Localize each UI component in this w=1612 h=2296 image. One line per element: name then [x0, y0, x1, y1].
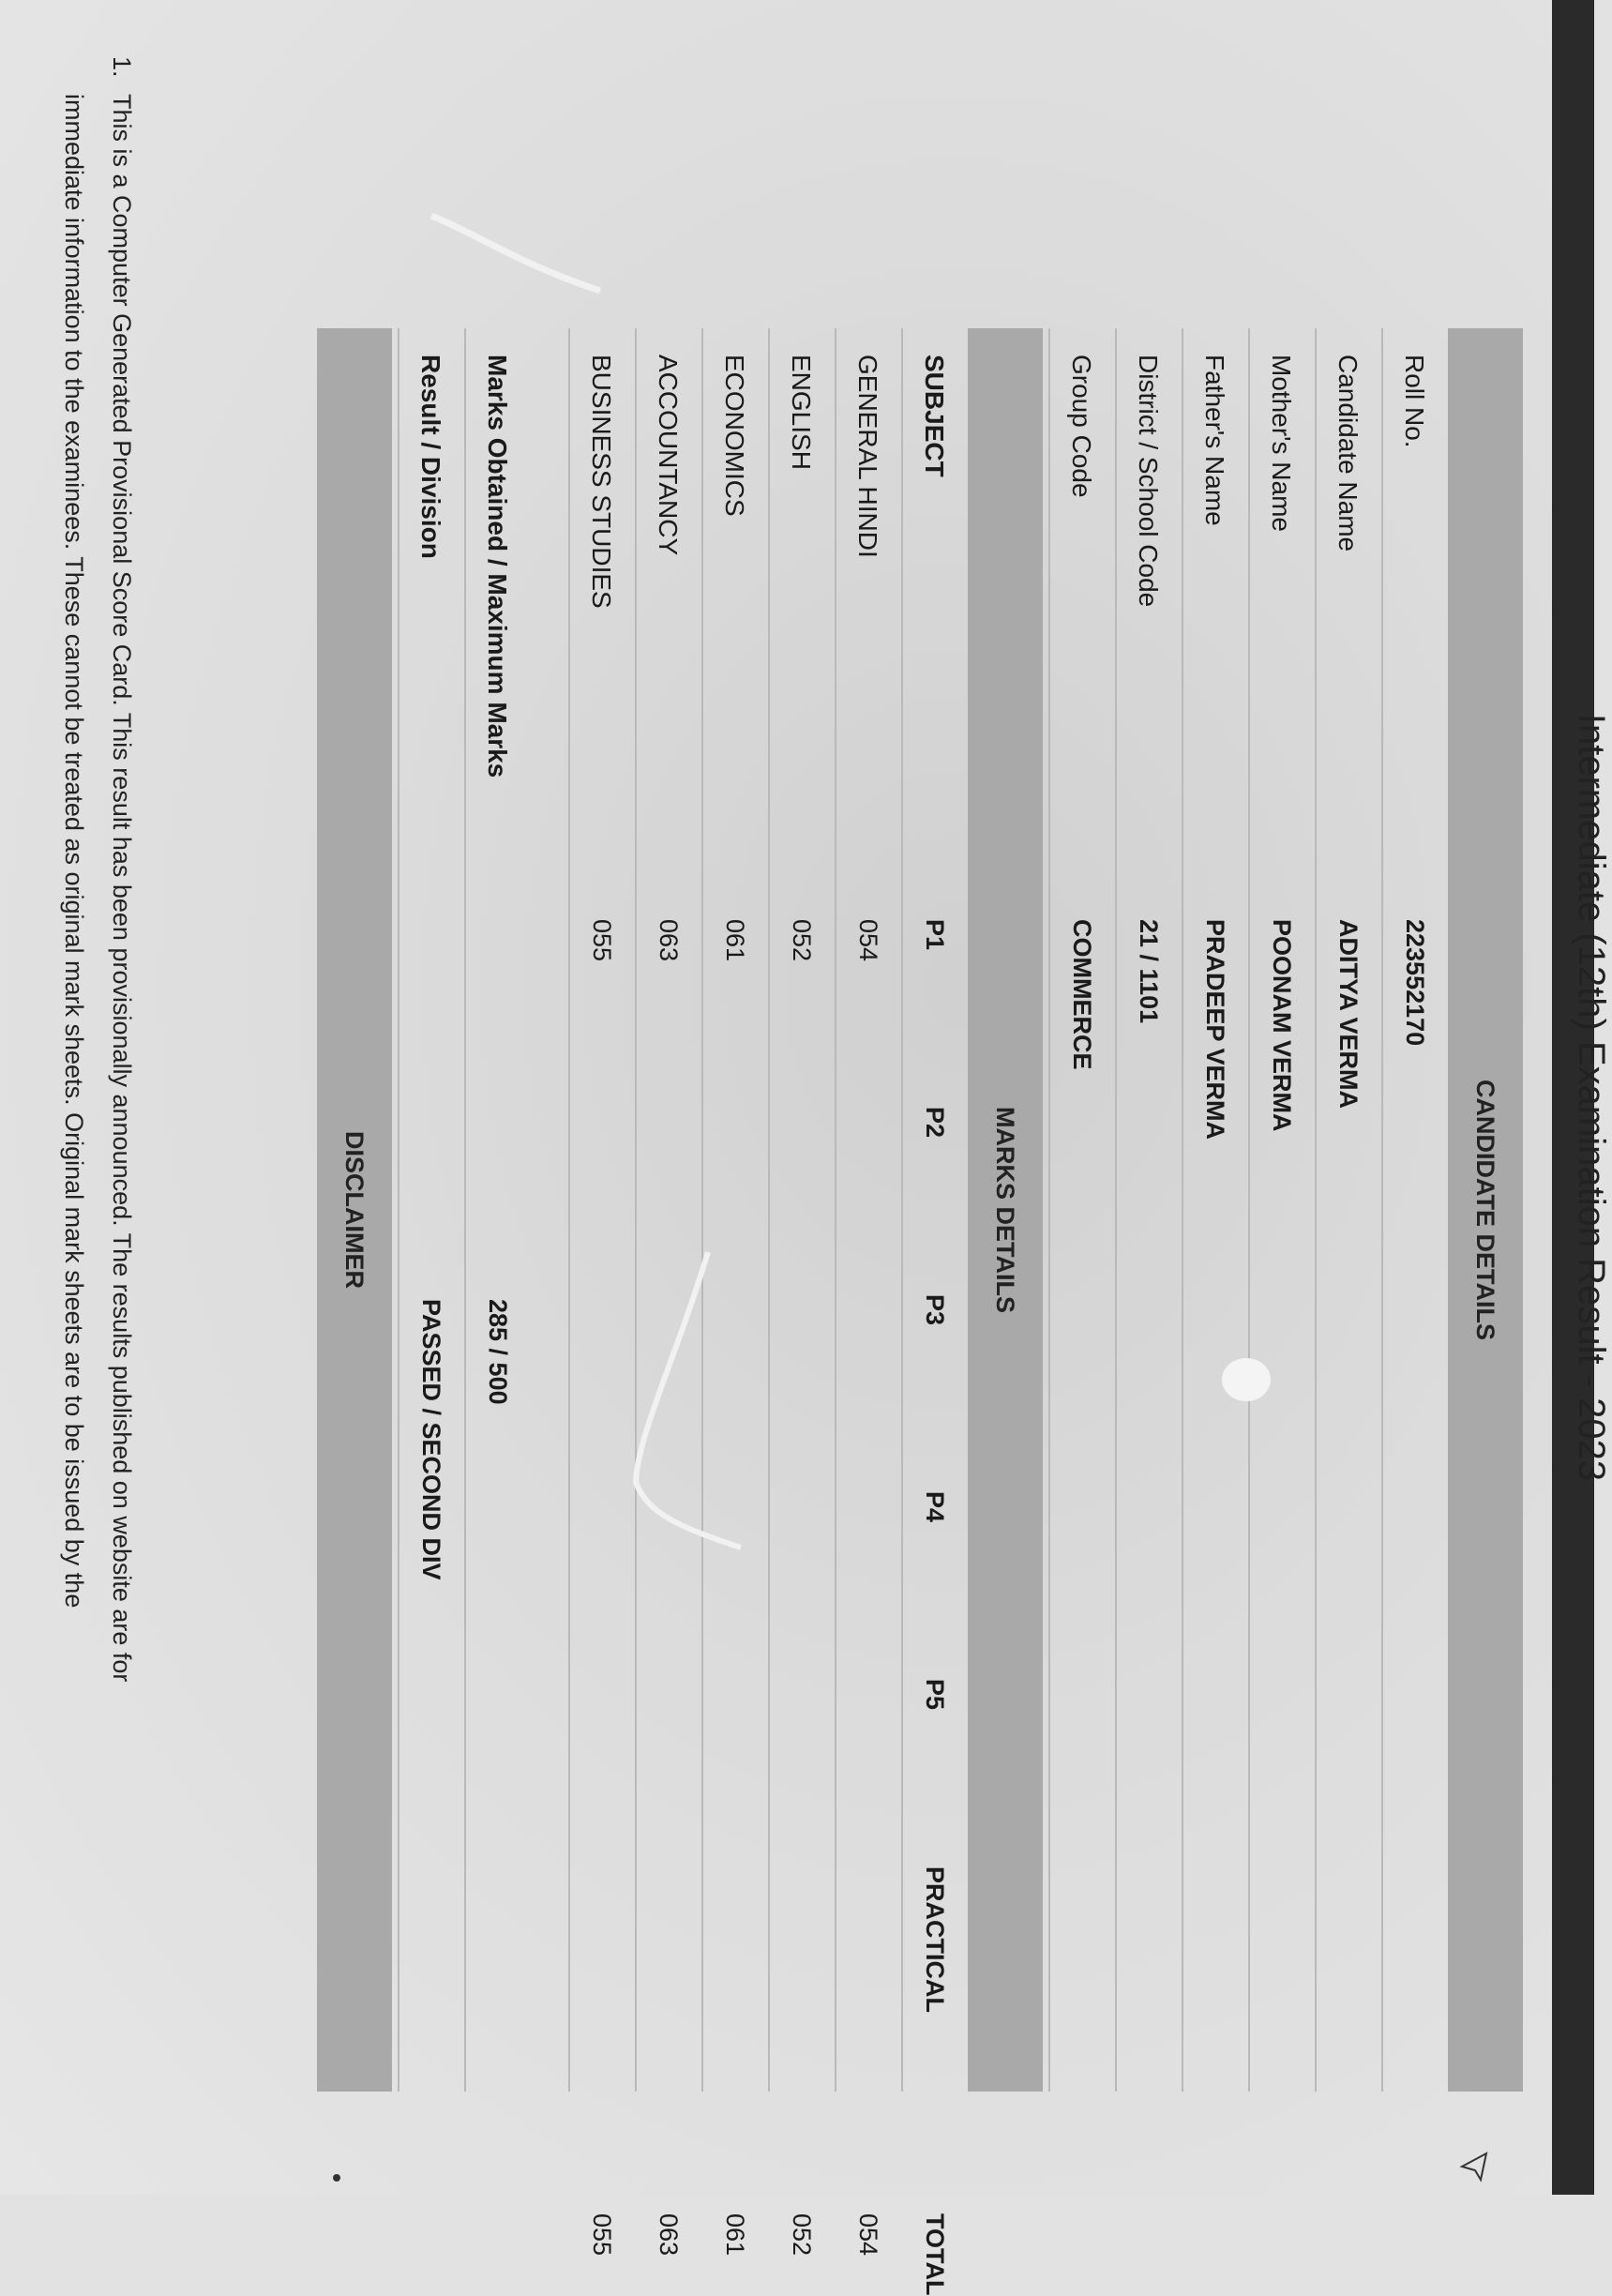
candidate-row-group [1048, 328, 1115, 2092]
subject-name: ECONOMICS [720, 355, 749, 517]
result-table [317, 328, 1529, 2296]
candidate-value: 21 / 1101 [1135, 919, 1163, 1024]
subject-p1: 061 [721, 919, 749, 962]
table-row [701, 328, 768, 2257]
candidate-value: COMMERCE [1068, 919, 1096, 1070]
marks-obtained-label: Marks Obtained / Maximum Marks [483, 355, 512, 778]
col-p4: P4 [921, 1491, 949, 1523]
candidate-label: Father's Name [1200, 355, 1229, 526]
disclaimer-number: 1. [108, 56, 136, 78]
disclaimer-line-1-text: This is a Computer Generated Provisional Score Card. This result has been provisionally announced. The results published on website are for [108, 94, 136, 1683]
col-p3: P3 [921, 1294, 949, 1326]
col-subject: SUBJECT [920, 355, 949, 477]
marks-column-headers [901, 328, 968, 2296]
page-title-text: Intermediate (12th) Examination Result - 2023 [1571, 713, 1612, 1482]
candidate-label: Roll No. [1400, 355, 1429, 448]
subject-total: 054 [854, 2213, 882, 2257]
candidate-details-header: CANDIDATE DETAILS [1448, 328, 1523, 2092]
candidate-value: ADITYA VERMA [1334, 919, 1363, 1110]
subject-total: 055 [588, 2213, 616, 2257]
marks-details-header: MARKS DETAILS [968, 328, 1043, 2092]
paper-scratch [619, 1247, 750, 1557]
result-division-label: Result / Division [416, 355, 445, 559]
candidate-label: Group Code [1067, 355, 1096, 498]
table-row [568, 328, 635, 2257]
cursor-arrow-icon [1458, 2150, 1492, 2183]
marks-obtained-value: 285 / 500 [484, 1299, 512, 1405]
col-p1: P1 [921, 919, 949, 951]
subject-total: 063 [655, 2213, 683, 2257]
subject-p1: 055 [588, 919, 616, 962]
candidate-row-mother [1248, 328, 1315, 2092]
disclaimer-header: DISCLAIMER [317, 328, 392, 2092]
col-p2: P2 [921, 1107, 949, 1139]
candidate-row-roll [1381, 328, 1448, 2092]
subject-p1: 052 [788, 919, 816, 962]
marks-summary-row [464, 328, 531, 2092]
candidate-row-school [1115, 328, 1182, 2092]
subject-name: GENERAL HINDI [853, 355, 882, 558]
subject-name: BUSINESS STUDIES [587, 355, 616, 609]
paper-scratch [422, 206, 610, 310]
result-summary-row [398, 328, 464, 2092]
candidate-value: PRADEEP VERMA [1201, 919, 1229, 1140]
table-row [635, 328, 701, 2257]
disclaimer-body [50, 56, 145, 2176]
subject-p1: 054 [854, 919, 882, 962]
subject-total: 052 [788, 2213, 816, 2257]
candidate-label: Candidate Name [1333, 355, 1363, 552]
page-title [1568, 0, 1612, 2195]
col-total: TOTAL [921, 2213, 949, 2296]
disclaimer-line-2: immediate information to the examinees. These cannot be treated as original mark sheets. Original mark sheets are to be issued by the [60, 94, 88, 1609]
table-row [768, 328, 835, 2257]
candidate-row-father [1182, 328, 1248, 2092]
subject-total: 061 [721, 2213, 749, 2257]
candidate-value: 223552170 [1401, 919, 1429, 1047]
candidate-value: POONAM VERMA [1268, 919, 1296, 1132]
candidate-label: District / School Code [1134, 355, 1163, 608]
col-practical: PRACTICAL [921, 1866, 949, 2013]
candidate-label: Mother's Name [1267, 355, 1296, 532]
col-p5: P5 [921, 1679, 949, 1711]
table-row [835, 328, 901, 2257]
paper-spot [1222, 1358, 1271, 1401]
subject-p1: 063 [655, 919, 683, 962]
result-division-value: PASSED / SECOND DIV [417, 1299, 445, 1580]
disclaimer-line-1 [98, 56, 145, 2176]
candidate-row-name [1315, 328, 1381, 2092]
bullet-dot [333, 2174, 340, 2182]
subject-name: ACCOUNTANCY [654, 355, 683, 556]
result-page [38, 0, 1612, 2296]
subject-name: ENGLISH [787, 355, 816, 470]
